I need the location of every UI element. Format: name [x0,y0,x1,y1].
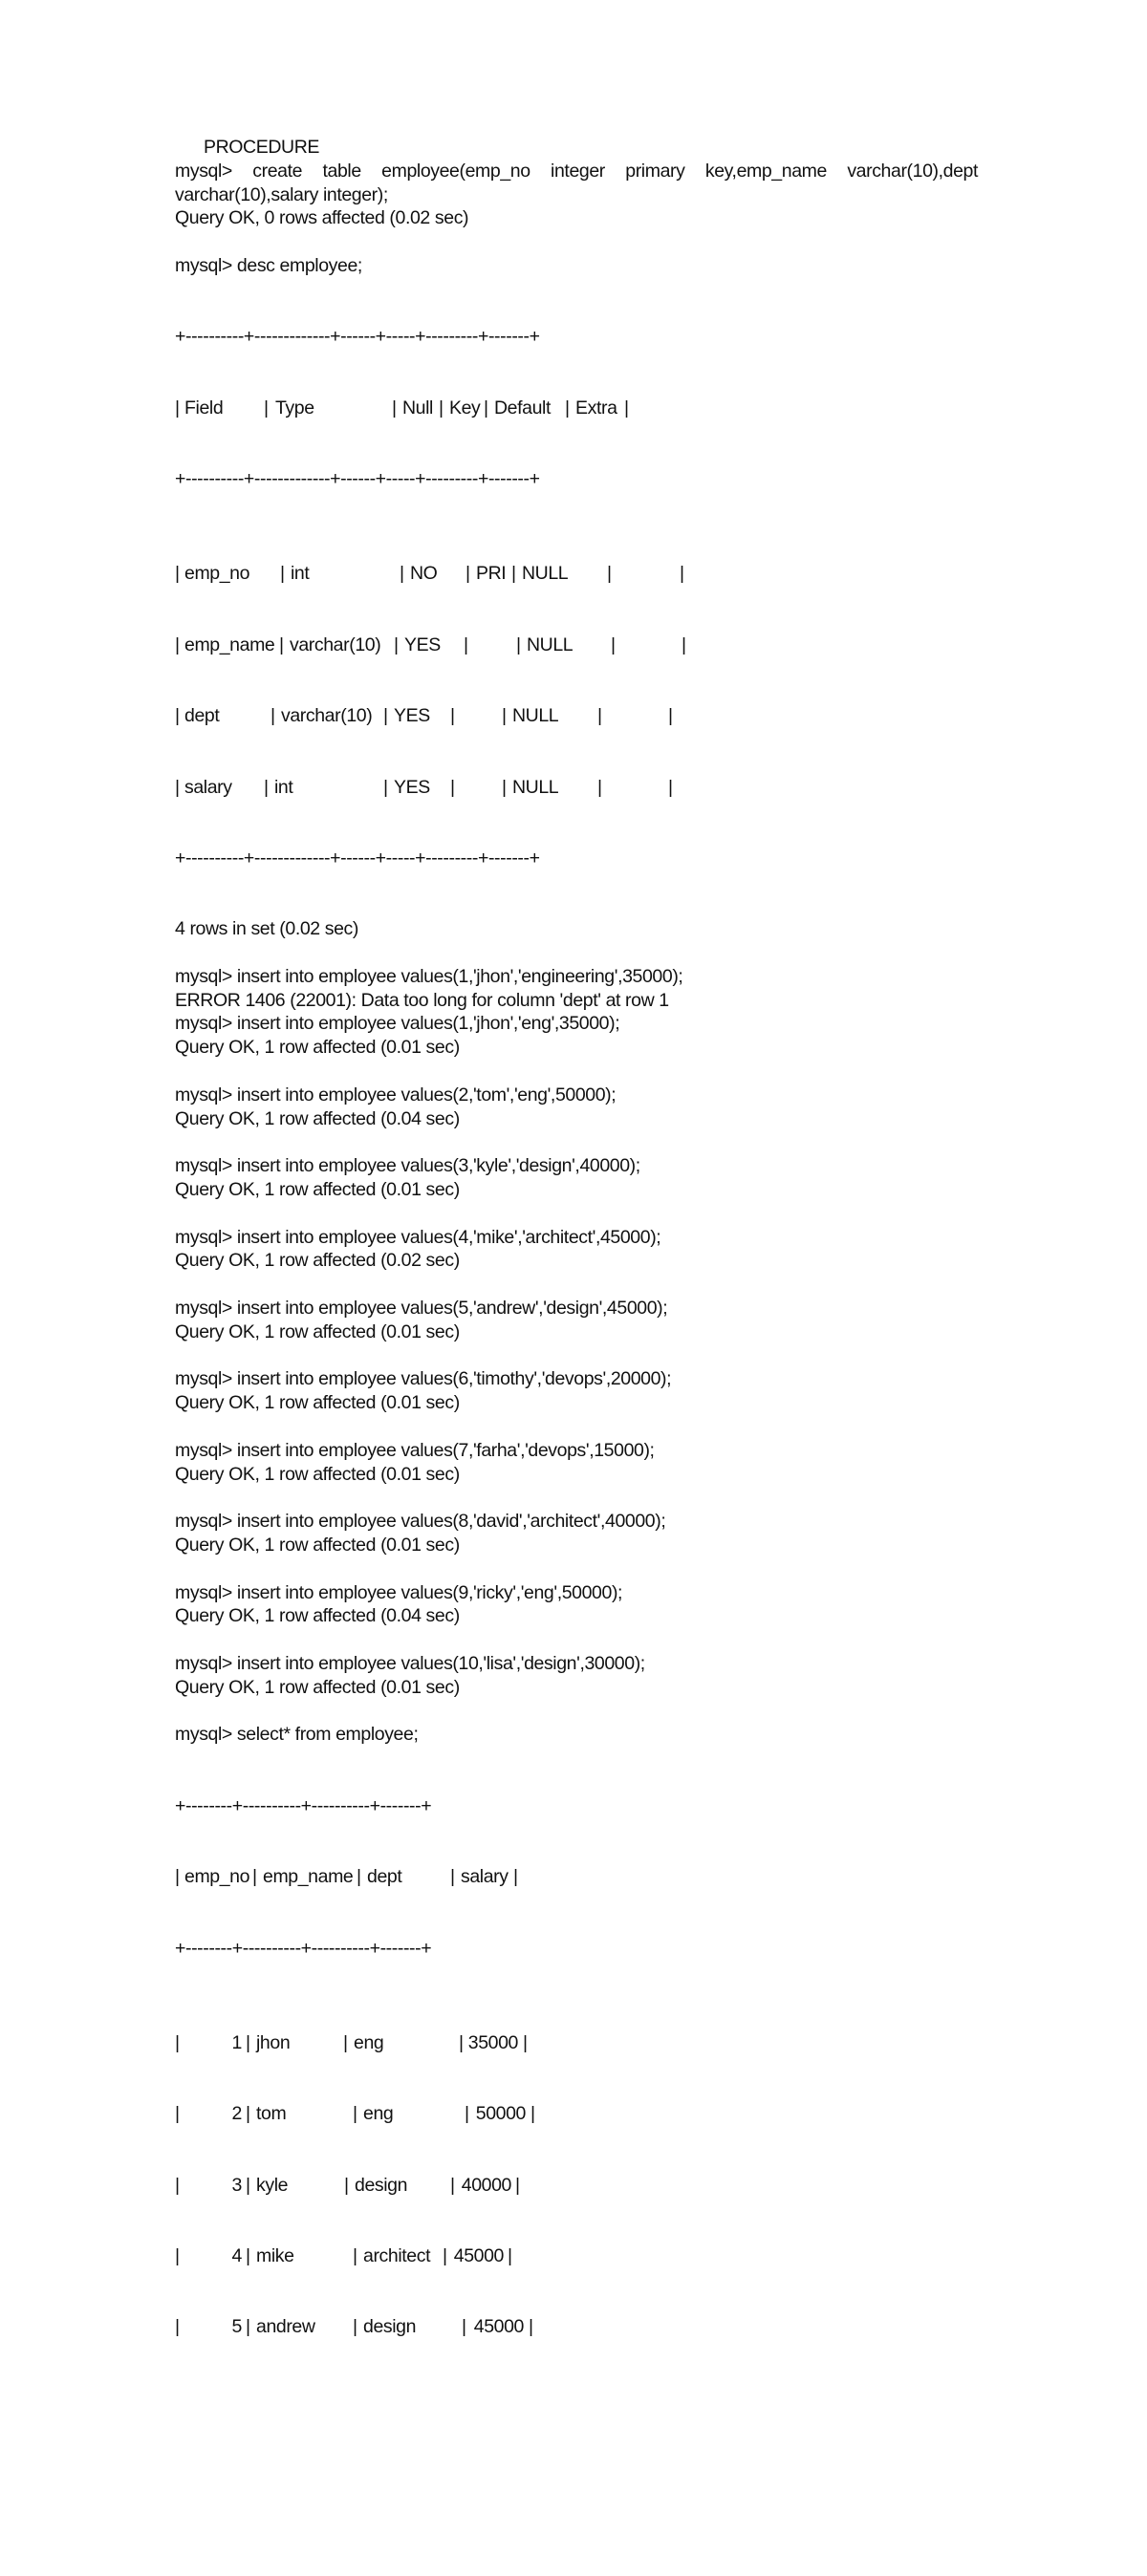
select-table-border-mid: +--------+----------+----------+-------+ [175,1937,432,1959]
insert-result: Query OK, 1 row affected (0.04 sec) [175,1107,460,1129]
desc-col-field: Field [184,397,224,419]
create-result: Query OK, 0 rows affected (0.02 sec) [175,207,469,229]
insert-result: Query OK, 1 row affected (0.01 sec) [175,1320,460,1342]
insert-result: Query OK, 1 row affected (0.02 sec) [175,1250,460,1272]
insert-result: Query OK, 1 row affected (0.01 sec) [175,1392,460,1414]
select-table-row: | 2 | tom | eng | 50000 | [175,2103,535,2125]
select-table-row: | 4 | mike | architect | 45000 | [175,2244,512,2266]
select-table-border-top: +--------+----------+----------+-------+ [175,1794,432,1816]
desc-table-row: | dept | varchar(10) | YES | | NULL | | [175,705,673,727]
create-command-line-2: varchar(10),salary integer); [175,183,388,205]
select-table-row: | 5 | andrew | design | 45000 | [175,2316,533,2338]
insert-command: mysql> insert into employee values(6,'timothy','devops',20000); [175,1368,672,1390]
insert-error: ERROR 1406 (22001): Data too long for column 'dept' at row 1 [175,989,669,1011]
insert-command: mysql> insert into employee values(9,'ricky','eng',50000); [175,1581,623,1603]
insert-result: Query OK, 1 row affected (0.01 sec) [175,1179,460,1201]
desc-table [175,278,978,918]
insert-command: mysql> insert into employee values(4,'mike','architect',45000); [175,1226,661,1248]
select-table-row: | 1 | jhon | eng | 35000 | [175,2031,528,2053]
desc-col-extra: Extra [575,397,617,419]
insert-result: Query OK, 1 row affected (0.01 sec) [175,1037,460,1059]
select-col-salary: salary [461,1866,509,1888]
desc-col-default: Default [494,397,551,419]
desc-col-key: Key [449,397,481,419]
desc-table-header: | Field | Type | Null | Key | Default | Extra | [175,397,629,419]
insert-command: mysql> insert into employee values(8,'david','architect',40000); [175,1511,666,1533]
select-table-row: | 3 | kyle | design | 40000 | [175,2174,520,2196]
select-table-header: | emp_no | emp_name | dept | salary | [175,1866,518,1888]
select-command: mysql> select* from employee; [175,1724,419,1746]
insert-command: mysql> insert into employee values(1,'jhon','engineering',35000); [175,965,683,987]
insert-result: Query OK, 1 row affected (0.01 sec) [175,1463,460,1485]
select-col-emp-name: emp_name [263,1866,354,1888]
insert-result: Query OK, 1 row affected (0.01 sec) [175,1676,460,1698]
insert-command: mysql> insert into employee values(10,'lisa','design',30000); [175,1653,645,1674]
desc-col-type: Type [275,397,314,419]
desc-table-border-mid: +----------+-------------+------+-----+---------+-------+ [175,468,540,490]
desc-command: mysql> desc employee; [175,254,362,276]
select-table [175,1747,978,2387]
desc-table-row: | emp_no | int | NO | PRI | NULL | | [175,563,684,585]
document-page [175,136,978,2387]
desc-table-row: | emp_name | varchar(10) | YES | | NULL | | [175,633,686,655]
select-col-dept: dept [367,1866,402,1888]
desc-col-null: Null [402,397,433,419]
insert-command: mysql> insert into employee values(3,'kyle','design',40000); [175,1155,640,1177]
desc-table-row: | salary | int | YES | | NULL | | [175,776,673,798]
page-heading: PROCEDURE [204,137,319,158]
insert-command: mysql> insert into employee values(2,'tom','eng',50000); [175,1084,617,1106]
desc-table-border-bottom: +----------+-------------+------+-----+---------+-------+ [175,847,540,869]
insert-result: Query OK, 1 row affected (0.04 sec) [175,1605,460,1627]
insert-command: mysql> insert into employee values(5,'andrew','design',45000); [175,1298,668,1320]
desc-summary: 4 rows in set (0.02 sec) [175,918,358,940]
create-command-line-1: mysql> create table employee(emp_no integer primary key,emp_name varchar(10),dept [175,160,978,182]
insert-command: mysql> insert into employee values(7,'farha','devops',15000); [175,1439,655,1461]
desc-table-border-top: +----------+-------------+------+-----+---------+-------+ [175,326,540,348]
insert-result: Query OK, 1 row affected (0.01 sec) [175,1535,460,1556]
select-col-emp-no: emp_no [184,1866,250,1888]
insert-command: mysql> insert into employee values(1,'jhon','eng',35000); [175,1013,620,1035]
